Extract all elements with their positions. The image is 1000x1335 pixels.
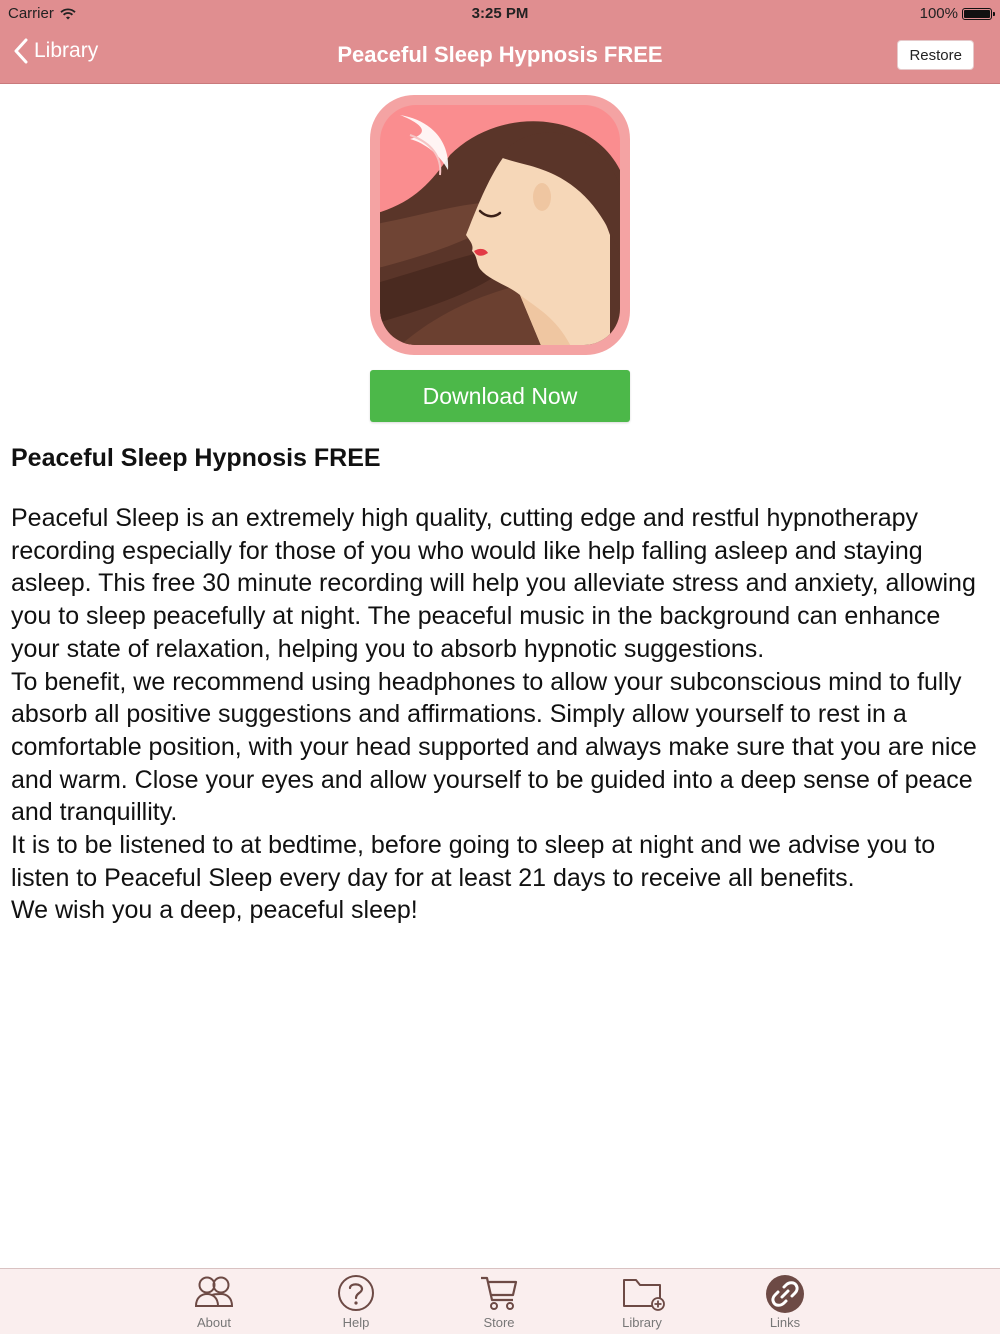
top-bar: [0, 0, 1000, 84]
back-label: Library: [34, 39, 99, 62]
battery-percent: 100%: [919, 5, 958, 22]
people-icon: [194, 1274, 234, 1312]
tab-help[interactable]: [306, 1269, 406, 1335]
cart-icon: [479, 1274, 519, 1312]
tab-bar: [0, 1268, 1000, 1334]
page-title: Peaceful Sleep Hypnosis FREE: [337, 42, 663, 67]
product-heading: Peaceful Sleep Hypnosis FREE: [11, 444, 381, 472]
link-icon: [765, 1274, 805, 1314]
app-icon: [370, 95, 630, 355]
product-description: [11, 440, 991, 927]
status-time: 3:25 PM: [471, 5, 529, 22]
status-bar: [0, 0, 1000, 28]
tab-store[interactable]: [449, 1269, 549, 1335]
carrier-label: Carrier: [8, 5, 54, 22]
tab-label: Links: [769, 1315, 801, 1330]
description-paragraph: To benefit, we recommend using headphones to allow your subconscious mind to fully absorb all positive suggestions and affirmations. Simply allow yourself to rest in a comfortable position, with your head supported and always make sure that you are nice and warm. Close your eyes and allow yourself to be guided into a deep sense of peace and tranquillity.: [11, 667, 977, 827]
battery-indicator: [920, 5, 992, 22]
folder-add-icon: [622, 1274, 666, 1312]
battery-icon: [962, 8, 992, 20]
tab-library[interactable]: [592, 1269, 692, 1335]
tab-links[interactable]: [735, 1269, 835, 1335]
description-paragraph: We wish you a deep, peaceful sleep!: [11, 896, 418, 925]
tab-label: About: [197, 1315, 231, 1330]
tab-label: Store: [483, 1315, 515, 1330]
tab-about[interactable]: [164, 1269, 264, 1335]
question-icon: [336, 1274, 376, 1312]
description-paragraph: It is to be listened to at bedtime, before going to sleep at night and we advise you to listen to Peaceful Sleep every day for at least 21 days to receive all benefits.: [11, 831, 936, 892]
download-now-button[interactable]: Download Now: [370, 370, 630, 422]
restore-button[interactable]: Restore: [897, 40, 974, 70]
back-button[interactable]: [14, 38, 98, 64]
description-paragraph: Peaceful Sleep is an extremely high quality, cutting edge and restful hypnotherapy recording especially for those of you who would like help falling asleep and staying asleep. This free 30 minute recording will help you alleviate stress and anxiety, allowing you to sleep peacefully at night. The peaceful music in the background can enhance your state of relaxation, helping you to absorb hypnotic suggestions.: [11, 504, 976, 663]
chevron-left-icon: [14, 38, 28, 64]
tab-label: Help: [342, 1315, 370, 1330]
tab-label: Library: [622, 1315, 662, 1330]
